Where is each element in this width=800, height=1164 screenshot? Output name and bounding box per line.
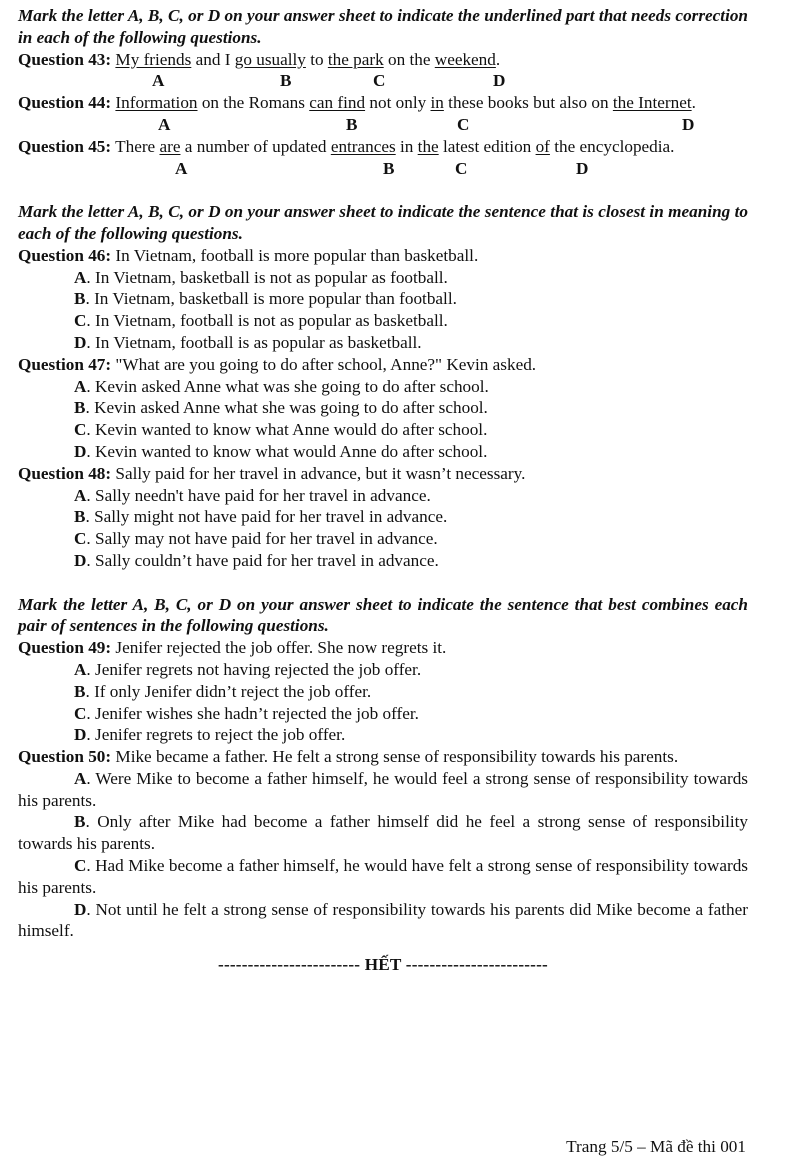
question-text: these books but also on [443,93,613,113]
section-3-instruction: Mark the letter A, B, C, or D on your answer sheet to indicate the sentence that best combines each pair of sentences in the following questions. [18,594,748,636]
question-label: Question 48: [18,463,112,483]
underlined-part-a: are [159,136,181,156]
underlined-part-c: the [417,136,439,156]
letter-d: D [576,158,589,178]
underlined-part-d: the Internet [612,93,692,113]
question-text: and I [191,49,235,69]
question-label: Question 45: [18,136,112,156]
option-b: B. In Vietnam, basketball is more popular than football. [74,289,457,309]
option-c: C. In Vietnam, football is not as popular as basketball. [74,311,448,331]
question-43 [18,49,748,71]
option-a: A. In Vietnam, basketball is not as popular as football. [74,267,448,287]
question-stem: Mike became a father. He felt a strong sense of responsibility towards his parents. [115,747,679,767]
underlined-part-b: can find [309,93,366,113]
option-d: D. In Vietnam, football is as popular as basketball. [74,332,422,352]
question-45 [18,136,748,158]
question-text: . [495,49,501,69]
question-label: Question 43: [18,49,112,69]
question-48 [18,463,748,485]
question-44 [18,92,748,114]
question-text: a number of updated [180,136,331,156]
option-a: A. Were Mike to become a father himself, he would feel a strong sense of responsibility towards his parents. [18,768,748,810]
question-label: Question 44: [18,93,112,113]
underlined-part-d: weekend [434,49,496,69]
letter-c: C [373,71,386,91]
section-1-instruction: Mark the letter A, B, C, or D on your answer sheet to indicate the underlined part that needs correction in each of the following questions. [18,6,748,47]
option-a: A. Kevin asked Anne what was she going to do after school. [74,376,489,396]
question-47 [18,354,748,376]
question-text: There [115,136,160,156]
underlined-part-b: go usually [234,49,306,69]
underlined-part-b: entrances [330,136,396,156]
option-b: B. Only after Mike had become a father himself did he feel a strong sense of responsibility towards his parents. [18,812,748,854]
letter-b: B [346,114,358,134]
question-stem: "What are you going to do after school, Anne?" Kevin asked. [115,354,537,374]
option-d: D. Jenifer regrets to reject the job offer. [74,725,346,745]
letter-b: B [280,71,292,91]
answer-letters-43 [18,70,748,92]
option-c: C. Kevin wanted to know what Anne would do after school. [74,420,488,440]
option-c: C. Had Mike become a father himself, he would have felt a strong sense of responsibility towards his parents. [18,856,748,897]
question-50 [18,746,748,768]
option-d: D. Not until he felt a strong sense of responsibility towards his parents did Mike become a father himself. [18,899,748,941]
question-label: Question 49: [18,638,112,658]
underlined-part-d: of [535,136,550,156]
question-label: Question 50: [18,747,112,767]
option-b: B. Kevin asked Anne what she was going to do after school. [74,398,488,418]
question-49 [18,637,748,659]
underlined-part-a: Information [115,93,198,113]
letter-a: A [152,71,165,91]
question-text: latest edition [438,136,536,156]
option-a: A. Sally needn't have paid for her travel in advance. [74,485,431,505]
question-text: to [305,49,328,69]
letter-d: D [682,114,695,134]
question-stem: Jenifer rejected the job offer. She now regrets it. [115,638,447,658]
question-text: in [395,136,418,156]
option-c: C. Sally may not have paid for her travel in advance. [74,529,438,549]
option-d: D. Sally couldn’t have paid for her travel in advance. [74,550,439,570]
option-b: B. If only Jenifer didn’t reject the job offer. [74,681,372,701]
letter-c: C [457,114,470,134]
underlined-part-a: My friends [115,49,192,69]
answer-letters-44 [18,114,748,136]
question-text: . [691,93,696,113]
exam-page [18,5,748,976]
question-text: on the [383,49,435,69]
letter-a: A [175,158,188,178]
page-footer: Trang 5/5 – Mã đề thi 001 [566,1137,746,1156]
letter-c: C [455,158,468,178]
question-text: not only [365,93,431,113]
section-2-instruction: Mark the letter A, B, C, or D on your answer sheet to indicate the sentence that is closest in meaning to each of the following questions. [18,202,748,243]
underlined-part-c: in [430,93,444,113]
question-stem: In Vietnam, football is more popular than basketball. [115,245,479,265]
answer-letters-45 [18,158,748,180]
question-label: Question 46: [18,245,112,265]
question-label: Question 47: [18,354,112,374]
end-marker: ------------------------ HẾT ------------------------ [218,955,548,975]
option-a: A. Jenifer regrets not having rejected the job offer. [74,659,422,679]
underlined-part-c: the park [327,49,384,69]
option-c: C. Jenifer wishes she hadn’t rejected the job offer. [74,703,419,723]
letter-a: A [158,114,171,134]
letter-b: B [383,158,395,178]
question-text: the encyclopedia. [549,136,675,156]
question-text: on the Romans [197,93,310,113]
question-46 [18,245,748,267]
option-b: B. Sally might not have paid for her travel in advance. [74,507,448,527]
option-d: D. Kevin wanted to know what would Anne do after school. [74,441,488,461]
question-stem: Sally paid for her travel in advance, but it wasn’t necessary. [115,463,526,483]
letter-d: D [493,71,506,91]
